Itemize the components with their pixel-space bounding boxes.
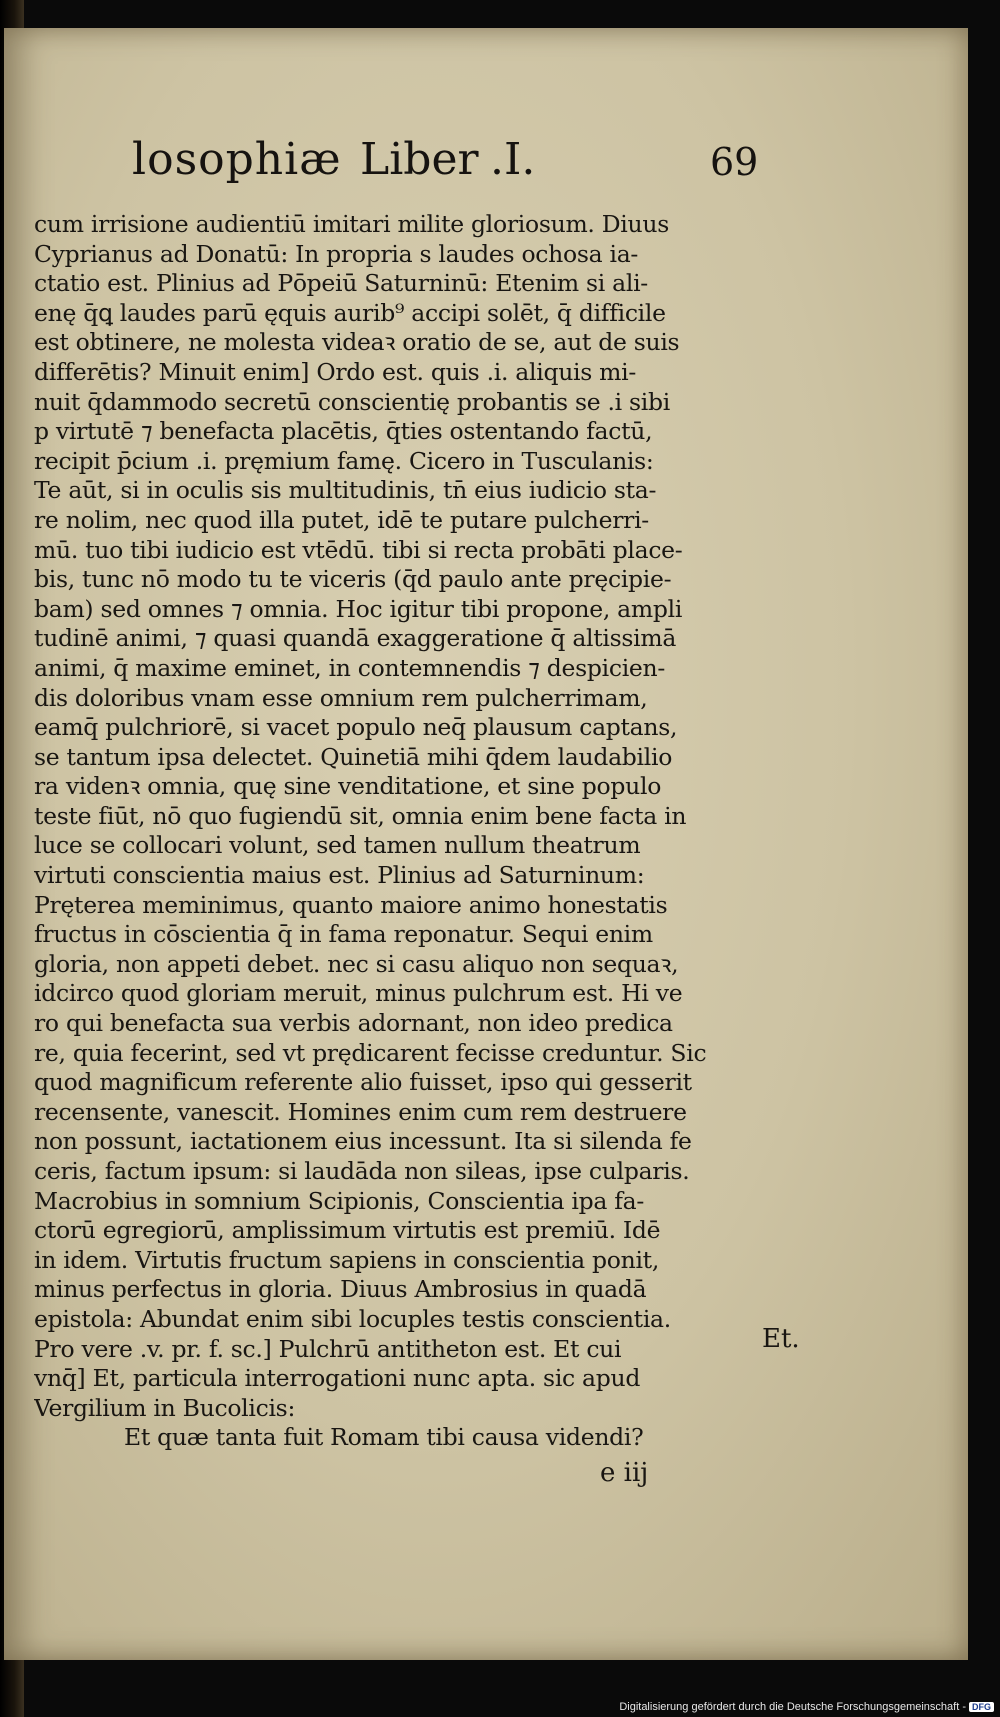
text-line: Pro vere .v. pr. f. sc.] Pulchrū antitheton est. Et cui [34, 1334, 622, 1363]
text-line: re, quia fecerint, sed vt prędicarent fecisse creduntur. Sic [34, 1038, 707, 1067]
text-line: teste fiūt, nō quo fugiendū sit, omnia enim bene facta in [34, 801, 687, 830]
body-text [34, 210, 770, 1453]
text-line: Te aūt, si in oculis sis multitudinis, tn̄ eius iudicio sta- [34, 476, 657, 505]
signature-mark: e iij [600, 1458, 649, 1488]
text-line: ro qui benefacta sua verbis adornant, non ideo predica [34, 1009, 673, 1038]
text-line: mū. tuo tibi iudicio est vtēdū. tibi si recta probāti place- [34, 535, 683, 564]
text-line: minus perfectus in gloria. Diuus Ambrosius in quadā [34, 1275, 647, 1304]
text-line: virtuti conscientia maius est. Plinius ad Saturninum: [34, 861, 645, 890]
digitization-credit [619, 1701, 994, 1713]
text-line: ctorū egregiorū, amplissimum virtutis est premiū. Idē [34, 1216, 661, 1245]
dfg-logo: DFG [969, 1702, 994, 1712]
margin-note: Et. [762, 1324, 800, 1354]
text-line: idcirco quod gloriam meruit, minus pulchrum est. Hi ve [34, 979, 683, 1008]
text-line: recensente, vanescit. Homines enim cum rem destruere [34, 1097, 687, 1126]
verse-line: Et quæ tanta fuit Romam tibi causa videndi? [124, 1423, 644, 1452]
text-line: bis, tunc nō modo tu te viceris (q̄d paulo ante pręcipie- [34, 565, 672, 594]
text-line: eamq̄ pulchriorē, si vacet populo neq̄ plausum captans, [34, 713, 678, 742]
text-line: gloria, non appeti debet. nec si casu aliquo non sequaꝛ, [34, 949, 679, 978]
text-line: quod magnificum referente alio fuisset, ipso qui gesserit [34, 1068, 692, 1097]
text-line: Pręterea meminimus, quanto maiore animo honestatis [34, 890, 668, 919]
text-line: ctatio est. Plinius ad Pōpeiū Saturninū: Etenim si ali- [34, 269, 648, 298]
text-line: est obtinere, ne molesta videaꝛ oratio de se, aut de suis [34, 328, 680, 357]
running-head-book: Liber [360, 134, 479, 185]
credit-text: Digitalisierung gefördert durch die Deutsche Forschungsgemeinschaft - [619, 1701, 966, 1713]
running-head-title: losophiæ [132, 134, 342, 185]
folio-number: 69 [710, 140, 759, 184]
text-line: animi, q̄ maxime eminet, in contemnendis ⁊ despicien- [34, 653, 666, 682]
text-line: nuit q̄dammodo secretū conscientię probantis se .i sibi [34, 387, 670, 416]
text-line: ceris, factum ipsum: si laudāda non sileas, ipse culparis. [34, 1157, 690, 1185]
text-line: bam) sed omnes ⁊ omnia. Hoc igitur tibi propone, ampli [34, 594, 683, 623]
text-line: dis doloribus vnam esse omnium rem pulcherrimam, [34, 683, 648, 712]
text-line: fructus in cōscientia q̄ in fama reponatur. Sequi enim [34, 920, 653, 949]
text-line: Vergilium in Bucolicis: [34, 1393, 296, 1422]
text-line: p virtutē ⁊ benefacta placētis, q̄ties ostentando factū, [34, 417, 653, 446]
text-line: differētis? Minuit enim] Ordo est. quis .i. aliquis mi- [34, 357, 637, 386]
text-line: ra videnꝛ omnia, quę sine venditatione, et sine populo [34, 772, 662, 801]
text-line: Macrobius in somnium Scipionis, Conscientia ipa fa- [34, 1186, 644, 1215]
running-head-book-number: .I. [490, 134, 536, 185]
text-line: in idem. Virtutis fructum sapiens in conscientia ponit, [34, 1245, 659, 1274]
text-line: enę q̄ꝗ laudes parū ęquis aurib⁹ accipi solēt, q̄ difficile [34, 298, 666, 327]
text-line: Cyprianus ad Donatū: In propria s laudes ochosa ia- [34, 239, 639, 268]
text-line: tudinē animi, ⁊ quasi quandā exaggeratione q̄ altissimā [34, 624, 677, 653]
text-line: epistola: Abundat enim sibi locuples testis conscientia. [34, 1304, 671, 1333]
text-line: re nolim, nec quod illa putet, idē te putare pulcherri- [34, 505, 649, 534]
text-line: luce se collocari volunt, sed tamen nullum theatrum [34, 831, 641, 860]
book-page [4, 28, 968, 1660]
text-line: cum irrisione audientiū imitari milite gloriosum. Diuus [34, 210, 669, 238]
text-line: vnq̄] Et, particula interrogationi nunc apta. sic apud [34, 1364, 641, 1393]
text-line: non possunt, iactationem eius incessunt. Ita si silenda fe [34, 1127, 692, 1156]
text-line: recipit p̄cium .i. pręmium famę. Cicero in Tusculanis: [34, 446, 654, 475]
text-line: se tantum ipsa delectet. Quinetiā mihi q̄dem laudabilio [34, 742, 673, 771]
